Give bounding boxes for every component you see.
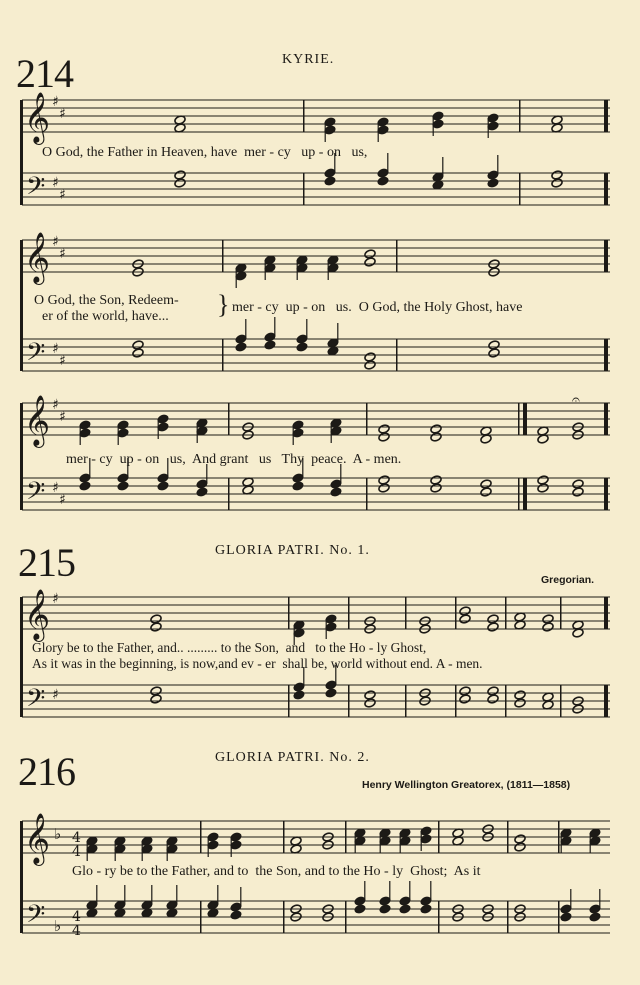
attribution-215: Gregorian. (541, 574, 595, 586)
treble-clef-icon: 𝄞 (24, 589, 51, 640)
note-head (150, 622, 162, 632)
barline (505, 597, 507, 629)
barline (228, 478, 230, 510)
barline (396, 240, 398, 272)
note-head (480, 487, 492, 497)
note-head (560, 912, 572, 922)
key-signature-sharp: ♯ (52, 480, 59, 496)
note-head (174, 178, 186, 188)
barline (604, 403, 608, 435)
barline (345, 821, 347, 853)
barline (228, 403, 230, 435)
bass-clef-icon: 𝄢 (26, 172, 46, 207)
barline (288, 597, 290, 629)
note-head (430, 483, 442, 493)
note-head (157, 481, 169, 491)
barline (604, 100, 608, 132)
treble-clef-icon: 𝄞 (24, 813, 51, 864)
barline (505, 685, 507, 717)
barline (348, 597, 350, 629)
key-signature-sharp: ♯ (52, 591, 59, 607)
barline (455, 685, 457, 717)
note-head (514, 698, 526, 708)
lyric-line-216-1: Glo - ry be to the Father, and to the Son, and to the Ho - ly Ghost; As it (72, 864, 481, 879)
note-head (330, 487, 342, 497)
key-signature-sharp: ♯ (59, 187, 66, 203)
barline (523, 478, 527, 510)
barline (396, 339, 398, 371)
barline (523, 403, 527, 435)
key-signature-sharp: ♯ (52, 175, 59, 191)
barline (345, 901, 347, 933)
bass-clef-icon: 𝄢 (26, 900, 46, 935)
barline (604, 597, 608, 629)
note-head (459, 694, 471, 704)
key-signature-sharp: ♯ (59, 106, 66, 122)
system-bar (20, 597, 23, 717)
key-signature-sharp: ♯ (52, 397, 59, 413)
note-head (364, 360, 376, 370)
hymn-title-214: KYRIE. (282, 52, 335, 67)
time-signature-top: 4 (72, 830, 81, 846)
system-bar (20, 100, 23, 205)
key-signature-sharp: ♯ (52, 234, 59, 250)
barline (438, 901, 440, 933)
barline (200, 821, 202, 853)
key-signature-sharp: ♯ (59, 492, 66, 508)
note-head (487, 694, 499, 704)
hymn-number-215: 215 (18, 540, 75, 585)
note-head (514, 842, 526, 852)
barline (519, 100, 521, 132)
barline (455, 597, 457, 629)
lyric-line-215-2: As it was in the beginning, is now,and ev - er shall be, world without end. A - men. (32, 656, 483, 671)
attribution-216: Henry Wellington Greatorex, (1811—1858) (362, 779, 571, 791)
barline (303, 100, 305, 132)
bass-clef-icon: 𝄢 (26, 477, 46, 512)
barline (507, 901, 509, 933)
time-signature-bottom: 4 (72, 844, 81, 860)
barline (558, 821, 560, 853)
key-signature-sharp: ♯ (52, 94, 59, 110)
note-head (379, 904, 391, 914)
barline (604, 339, 608, 371)
bass-clef-icon: 𝄢 (26, 684, 46, 719)
note-head (551, 178, 563, 188)
note-head (196, 487, 208, 497)
treble-clef-icon: 𝄞 (24, 232, 51, 283)
note-head (420, 904, 432, 914)
hymn-number-216: 216 (18, 749, 75, 794)
note-head (487, 178, 499, 188)
barline (604, 240, 608, 272)
lyric-line-214-2a: O God, the Son, Redeem- (34, 293, 179, 308)
note-head (459, 614, 471, 624)
note-head (399, 904, 411, 914)
key-signature-flat: ♭ (54, 917, 62, 935)
lyric-line-214-2c: mer - cy up - on us. O God, the Holy Ghost, have (232, 300, 523, 315)
treble-clef-icon: 𝄞 (24, 92, 51, 143)
system-bar (20, 240, 23, 371)
note-head (235, 342, 247, 352)
lyric-line-214-3: mer - cy up - on us, And grant us Thy peace. A - men. (66, 452, 402, 467)
barline (560, 597, 562, 629)
note-head (537, 483, 549, 493)
note-head (292, 481, 304, 491)
time-signature-top: 4 (72, 909, 81, 925)
key-signature-sharp: ♯ (59, 409, 66, 425)
barline (604, 685, 608, 717)
note-head (230, 910, 242, 920)
note-head (324, 176, 336, 186)
note-head (117, 481, 129, 491)
note-head (296, 342, 308, 352)
note-head (487, 622, 499, 632)
note-head (325, 688, 337, 698)
key-signature-flat: ♭ (54, 825, 62, 843)
barline (222, 339, 224, 371)
barline (283, 901, 285, 933)
key-signature-sharp: ♯ (52, 341, 59, 357)
note-head (589, 912, 601, 922)
note-head (150, 694, 162, 704)
lyric-line-215-1: Glory be to the Father, and.. ......... to the Son, and to the Ho - ly Ghost, (32, 640, 427, 655)
barline (507, 821, 509, 853)
barline (518, 478, 520, 510)
hymn-title-216: GLORIA PATRI. No. 2. (215, 750, 370, 765)
note-head (264, 340, 276, 350)
note-head (364, 698, 376, 708)
lyric-line-214-1: O God, the Father in Heaven, have mer - cy up - on us, (42, 145, 368, 160)
barline (283, 821, 285, 853)
barline (200, 901, 202, 933)
key-signature-sharp: ♯ (59, 246, 66, 262)
hymn-number-214: 214 (16, 51, 73, 96)
key-signature-sharp: ♯ (52, 687, 59, 703)
note-head (364, 257, 376, 267)
note-head (377, 176, 389, 186)
barline (438, 821, 440, 853)
note-head (354, 904, 366, 914)
bass-clef-icon: 𝄢 (26, 338, 46, 373)
time-signature-bottom: 4 (72, 923, 81, 939)
note-head (378, 432, 390, 442)
note-head (132, 348, 144, 358)
hymn-title-215: GLORIA PATRI. No. 1. (215, 543, 370, 558)
barline (366, 478, 368, 510)
barline (348, 685, 350, 717)
system-bar (20, 403, 23, 510)
barline (405, 685, 407, 717)
barline (405, 597, 407, 629)
note-head (293, 690, 305, 700)
barline (303, 173, 305, 205)
barline (519, 173, 521, 205)
note-head (572, 487, 584, 497)
barline (288, 685, 290, 717)
barline (604, 173, 608, 205)
lyric-brace: } (217, 290, 230, 319)
barline (366, 403, 368, 435)
barline (558, 901, 560, 933)
note-head (542, 622, 554, 632)
barline (518, 403, 520, 435)
fermata-icon: 𝄐 (572, 392, 580, 408)
key-signature-sharp: ♯ (59, 353, 66, 369)
note-head (488, 348, 500, 358)
barline (560, 685, 562, 717)
lyric-line-214-2b: er of the world, have... (42, 309, 169, 324)
barline (604, 478, 608, 510)
system-bar (20, 821, 23, 933)
barline (222, 240, 224, 272)
treble-clef-icon: 𝄞 (24, 395, 51, 446)
note-head (430, 432, 442, 442)
note-head (378, 483, 390, 493)
note-head (79, 481, 91, 491)
